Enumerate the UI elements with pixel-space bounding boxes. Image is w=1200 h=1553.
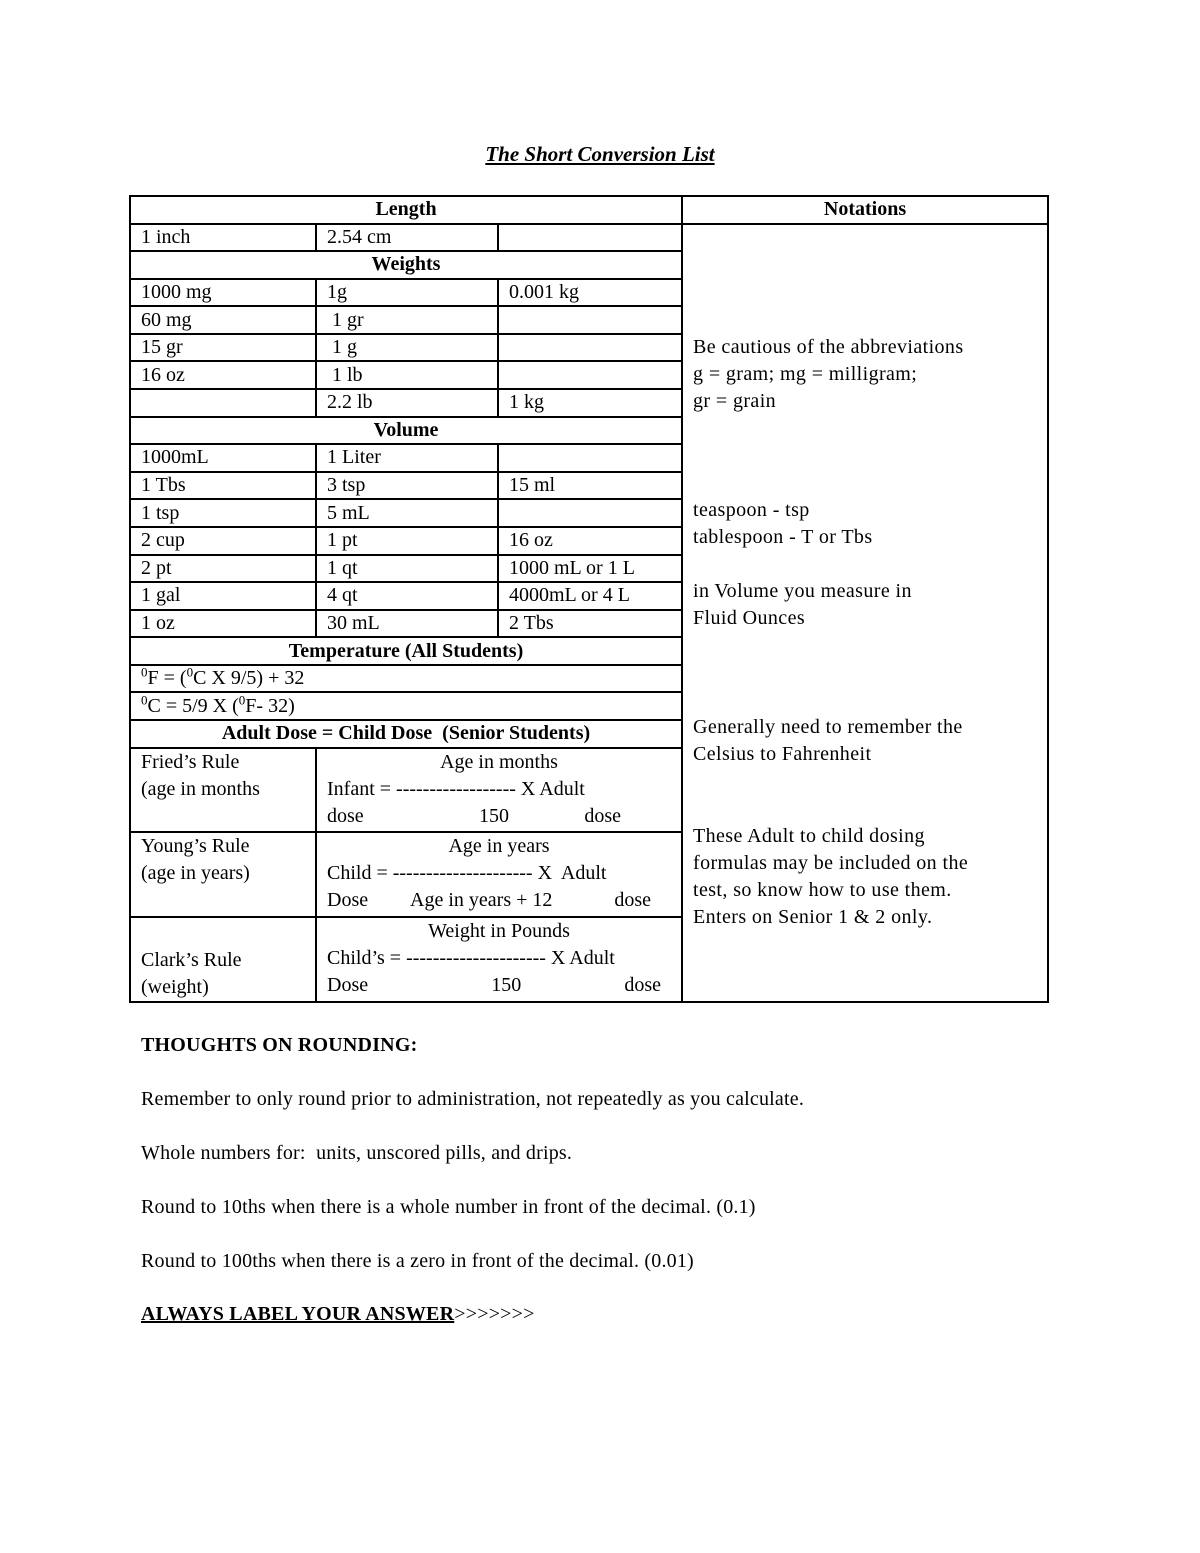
table-cell: 2.54 cm — [316, 224, 498, 252]
table-row — [130, 224, 1048, 252]
arrows-text: >>>>>>> — [454, 1303, 535, 1325]
note-line: These Adult to child dosing — [693, 824, 925, 847]
degree-superscript: 0 — [186, 664, 194, 680]
formula-text: dose — [584, 804, 621, 827]
clark-rule-formula — [316, 917, 682, 1002]
rule-name-line: (age in months — [141, 777, 260, 800]
formula-text: dose — [614, 889, 652, 912]
celsius-formula — [130, 692, 682, 720]
clark-rule-name — [130, 917, 316, 1002]
formula-text: F = ( — [147, 667, 187, 690]
rounding-heading: THOUGHTS ON ROUNDING: — [141, 1034, 418, 1056]
table-cell: 1 gr — [316, 306, 498, 334]
note-line: tablespoon - T or Tbs — [693, 525, 873, 548]
table-cell — [498, 444, 682, 472]
table-cell — [498, 334, 682, 362]
table-cell — [498, 499, 682, 527]
formula-text: dose — [327, 804, 364, 827]
note-line: teaspoon - tsp — [693, 498, 810, 521]
fried-rule-formula — [316, 748, 682, 833]
table-cell: 1 qt — [316, 555, 498, 583]
length-header: Length — [130, 196, 682, 224]
weights-header: Weights — [130, 251, 682, 279]
rounding-line: Remember to only round prior to administration, not repeatedly as you calculate. — [141, 1088, 805, 1110]
always-label-line — [141, 1303, 535, 1326]
table-cell: 1 inch — [130, 224, 316, 252]
table-cell: 16 oz — [130, 361, 316, 389]
table-header-row — [130, 196, 1048, 224]
formula-line: Child’s = --------------------- X Adult — [327, 947, 615, 970]
table-cell: 1 oz — [130, 610, 316, 638]
degree-superscript: 0 — [141, 664, 148, 680]
formula-text: C X 9/5) + 32 — [193, 667, 305, 690]
formula-text: C = 5/9 X ( — [147, 694, 239, 717]
note-line: g = gram; mg = milligram; — [693, 362, 918, 385]
fried-rule-name — [130, 748, 316, 833]
formula-numerator: Weight in Pounds — [428, 920, 570, 943]
conversion-table — [129, 195, 1049, 1003]
table-cell: 1000 mg — [130, 279, 316, 307]
table-cell: 2 cup — [130, 527, 316, 555]
table-cell: 1 tsp — [130, 499, 316, 527]
table-cell — [498, 224, 682, 252]
note-line: in Volume you measure in — [693, 579, 912, 602]
table-cell: 1000mL — [130, 444, 316, 472]
table-cell: 1g — [316, 279, 498, 307]
young-rule-formula — [316, 832, 682, 917]
rule-name-line: Clark’s Rule — [141, 949, 242, 971]
table-cell: 2.2 lb — [316, 389, 498, 417]
note-line: Fluid Ounces — [693, 606, 806, 629]
formula-denominator: 150 — [479, 804, 509, 827]
formula-denominator-row — [327, 887, 671, 914]
table-cell: 1000 mL or 1 L — [498, 555, 682, 583]
dose-header: Adult Dose = Child Dose (Senior Students) — [130, 720, 682, 748]
table-cell: 3 tsp — [316, 472, 498, 500]
table-cell: 1 Tbs — [130, 472, 316, 500]
table-cell: 1 gal — [130, 582, 316, 610]
formula-text: F- 32) — [245, 694, 295, 717]
fahrenheit-formula — [130, 665, 682, 693]
rule-name-line: Fried’s Rule — [141, 750, 240, 773]
formula-denominator-row — [327, 972, 671, 999]
note-line: test, so know how to use them. — [693, 878, 952, 901]
rounding-line: Whole numbers for: units, unscored pills, and drips. — [141, 1142, 573, 1164]
note-line: Celsius to Fahrenheit — [693, 742, 872, 765]
table-cell: 1 Liter — [316, 444, 498, 472]
table-cell: 1 g — [316, 334, 498, 362]
table-cell: 16 oz — [498, 527, 682, 555]
table-cell: 4000mL or 4 L — [498, 582, 682, 610]
degree-superscript: 0 — [238, 692, 246, 708]
formula-text: Dose — [327, 889, 369, 912]
table-cell: 2 Tbs — [498, 610, 682, 638]
rounding-line: Round to 100ths when there is a zero in front of the decimal. (0.01) — [141, 1250, 694, 1272]
formula-numerator: Age in years — [448, 835, 550, 858]
rule-name-line: (age in years) — [141, 862, 250, 885]
rule-name-line: Young’s Rule — [141, 835, 250, 858]
table-cell: 15 gr — [130, 334, 316, 362]
formula-numerator: Age in months — [440, 750, 558, 773]
young-rule-name — [130, 832, 316, 917]
formula-text: dose — [624, 974, 661, 997]
rule-name-line: (weight) — [141, 976, 209, 998]
rounding-line: Round to 10ths when there is a whole number in front of the decimal. (0.1) — [141, 1196, 756, 1218]
always-label-text: ALWAYS LABEL YOUR ANSWER — [141, 1303, 455, 1325]
table-cell — [498, 306, 682, 334]
document-title: The Short Conversion List — [485, 142, 715, 166]
note-line: Enters on Senior 1 & 2 only. — [693, 905, 933, 928]
table-cell: 2 pt — [130, 555, 316, 583]
table-cell: 1 kg — [498, 389, 682, 417]
table-cell: 1 lb — [316, 361, 498, 389]
table-cell: 4 qt — [316, 582, 498, 610]
table-cell: 0.001 kg — [498, 279, 682, 307]
table-cell: 1 pt — [316, 527, 498, 555]
table-cell: 60 mg — [130, 306, 316, 334]
temperature-header: Temperature (All Students) — [130, 637, 682, 665]
formula-denominator-row — [327, 803, 671, 830]
note-line: Generally need to remember the — [693, 715, 963, 738]
table-cell — [130, 389, 316, 417]
notations-header: Notations — [682, 196, 1048, 224]
note-line: gr = grain — [693, 389, 777, 412]
table-cell: 15 ml — [498, 472, 682, 500]
note-line: formulas may be included on the — [693, 851, 969, 874]
table-cell: 30 mL — [316, 610, 498, 638]
note-line: Be cautious of the abbreviations — [693, 335, 964, 358]
formula-line: Infant = ------------------ X Adult — [327, 777, 585, 800]
formula-denominator: Age in years + 12 — [410, 889, 553, 912]
formula-line: Child = --------------------- X Adult — [327, 862, 607, 885]
volume-header: Volume — [130, 417, 682, 445]
formula-text: Dose — [327, 974, 369, 997]
table-cell — [498, 361, 682, 389]
table-cell: 5 mL — [316, 499, 498, 527]
degree-superscript: 0 — [141, 692, 148, 708]
notations-cell — [682, 224, 1048, 1002]
formula-denominator: 150 — [491, 974, 522, 997]
